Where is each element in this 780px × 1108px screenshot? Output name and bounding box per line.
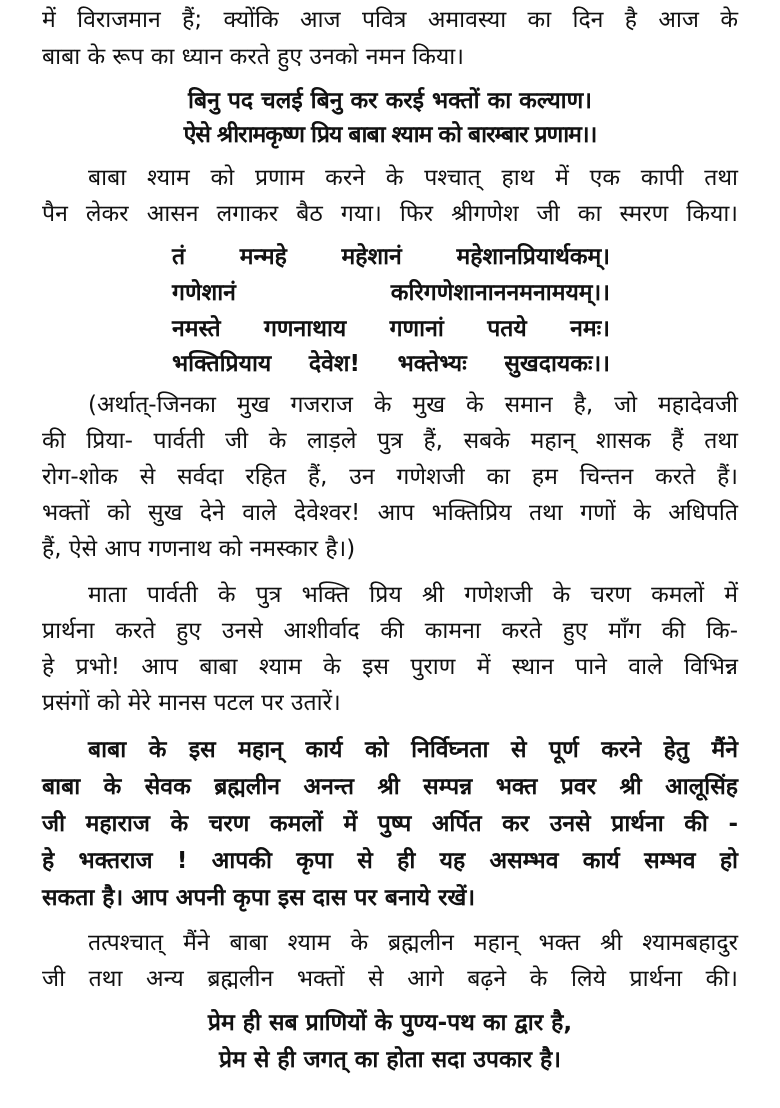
bold-text-line: जी महाराज के चरण कमलों में पुष्प अर्पित कर उनसे प्रार्थना की - [42, 811, 738, 837]
shloka-line: तं मन्महे महेशानं महेशानप्रियार्थकम्। [172, 244, 610, 270]
text-line: हैं, ऐसे आप गणनाथ को नमस्कार है।) [42, 536, 356, 562]
bold-text-line: बाबा के इस महान् कार्य को निर्विघ्नता से पूर्ण करने हेतु मैंने [88, 737, 738, 763]
text-line: हे प्रभो! आप बाबा श्याम के इस पुराण में स्थान पाने वाले विभिन्न [42, 654, 738, 680]
text-line: में विराजमान हैं; क्योंकि आज पवित्र अमावस्या का दिन है आज के [42, 7, 738, 33]
text-line: प्रार्थना करते हुए उनसे आशीर्वाद की कामना करते हुए माँग की कि- [42, 618, 738, 644]
text-line: बाबा के रूप का ध्यान करते हुए उनको नमन किया। [42, 44, 464, 70]
bold-text-line: हे भक्तराज ! आपकी कृपा से ही यह असम्भव कार्य सम्भव हो [42, 848, 738, 874]
shloka-line: गणेशानं करिगणेशानाननमनामयम्।। [172, 280, 610, 306]
text-line: रोग-शोक से सर्वदा रहित हैं, उन गणेशजी का हम चिन्तन करते हैं। [42, 464, 738, 490]
verse-line: ऐसे श्रीरामकृष्ण प्रिय बाबा श्याम को बारम्बार प्रणाम।। [183, 122, 597, 148]
text-line: भक्तों को सुख देने वाले देवेश्वर! आप भक्तिप्रिय तथा गणों के अधिपति [42, 500, 738, 526]
shloka-line: नमस्ते गणनाथाय गणानां पतये नमः। [172, 316, 610, 342]
shloka-line: भक्तिप्रियाय देवेश! भक्तेभ्यः सुखदायकः।। [172, 351, 610, 377]
text-line: (अर्थात्-जिनका मुख गजराज के मुख के समान है, जो महादेवजी [88, 392, 738, 418]
text-line: प्रसंगों को मेरे मानस पटल पर उतारें। [42, 690, 341, 716]
text-line: बाबा श्याम को प्रणाम करने के पश्चात् हाथ में एक कापी तथा [88, 165, 738, 191]
text-line: माता पार्वती के पुत्र भक्ति प्रिय श्री गणेशजी के चरण कमलों में [88, 582, 738, 608]
text-line: की प्रिया- पार्वती जी के लाड़ले पुत्र हैं, सबके महान् शासक हैं तथा [42, 428, 738, 454]
bold-text-line: सकता है। आप अपनी कृपा इस दास पर बनाये रखें। [42, 885, 476, 911]
text-line: तत्पश्चात् मैंने बाबा श्याम के ब्रह्मलीन महान् भक्त श्री श्यामबहादुर [88, 930, 738, 956]
verse-line: प्रेम से ही जगत् का होता सदा उपकार है। [219, 1047, 561, 1073]
text-line: जी तथा अन्य ब्रह्मलीन भक्तों से आगे बढ़ने के लिये प्रार्थना की। [42, 966, 738, 992]
bold-text-line: बाबा के सेवक ब्रह्मलीन अनन्त श्री सम्पन्न भक्त प्रवर श्री आलूसिंह [42, 774, 738, 800]
text-line: पैन लेकर आसन लगाकर बैठ गया। फिर श्रीगणेश जी का स्मरण किया। [42, 201, 738, 227]
verse-line: बिनु पद चलई बिनु कर करई भक्तों का कल्याण। [188, 88, 592, 114]
verse-line: प्रेम ही सब प्राणियों के पुण्य-पथ का द्वार है, [207, 1010, 573, 1036]
